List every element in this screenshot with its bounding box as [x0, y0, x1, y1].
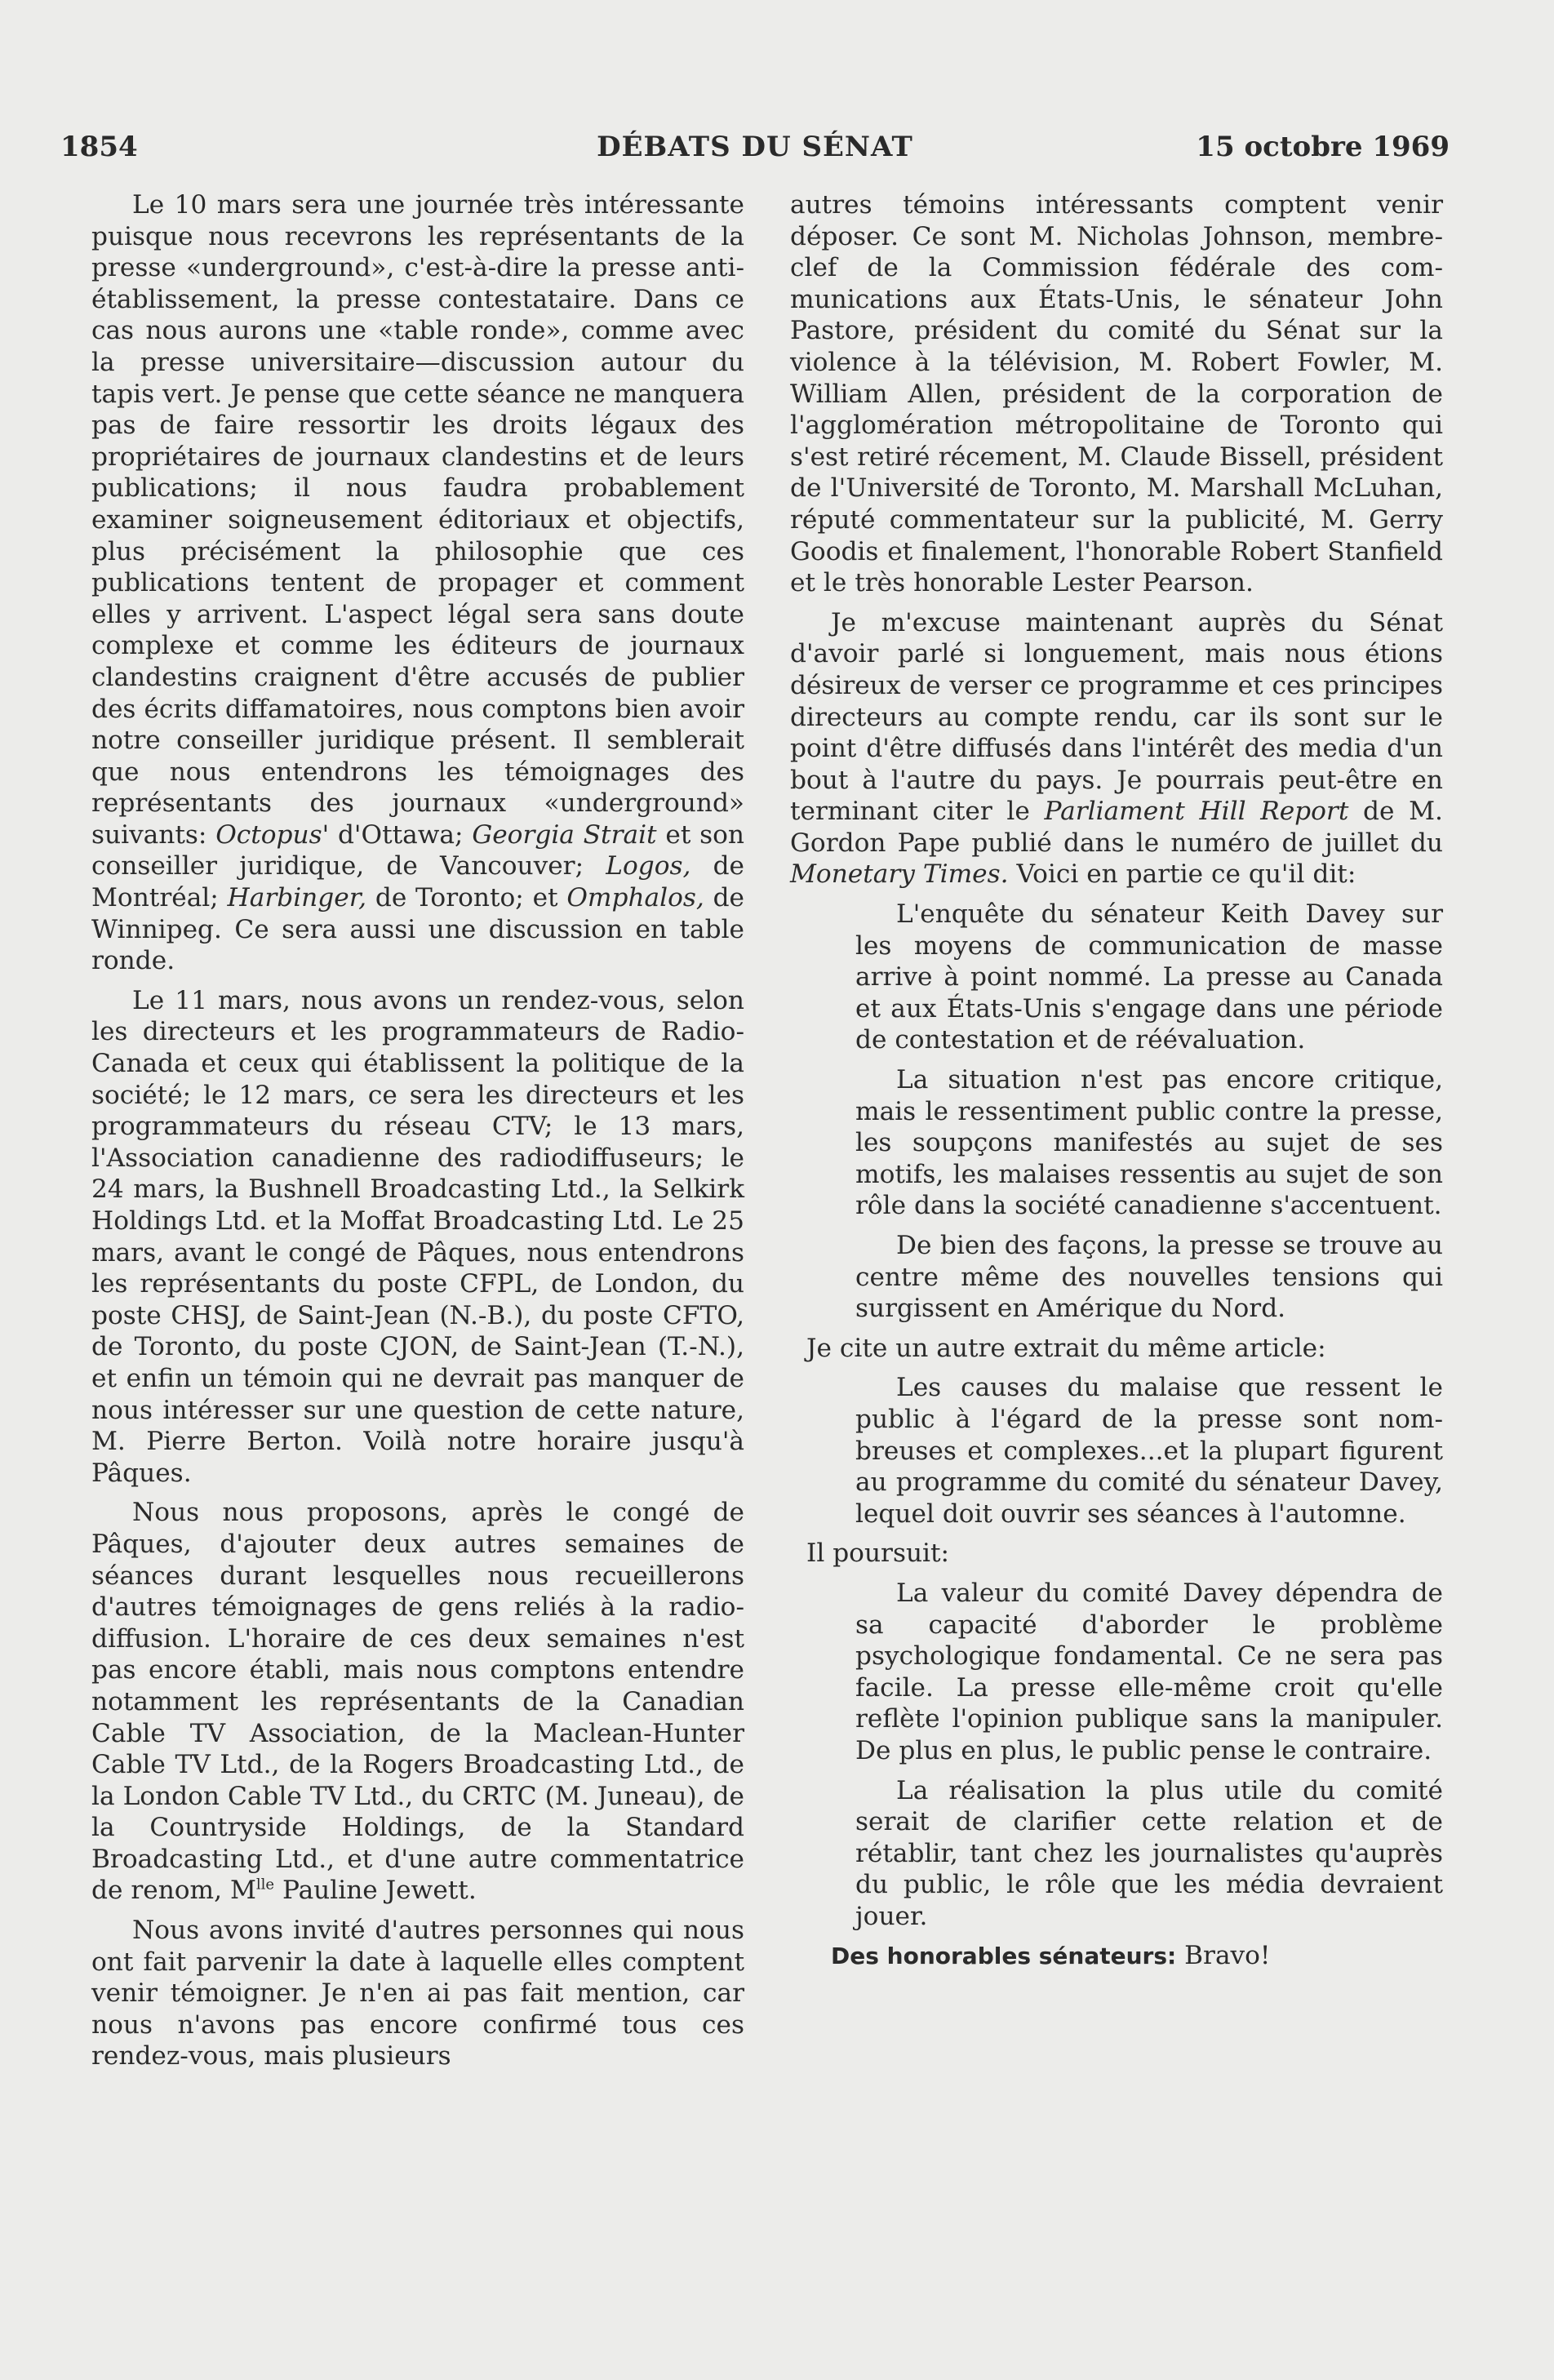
- speaker-label: Des honorables sénateurs:: [831, 1943, 1177, 1970]
- page-title: DÉBATS DU SÉNAT: [597, 131, 913, 163]
- page-number: 1854: [60, 131, 138, 163]
- page-header: [60, 131, 1450, 167]
- quote-paragraph: La réalisation la plus utile du comité serait de clarifier cette relation et de rétablir, tant chez les journalistes qu'auprès du public, le rôle que les média devraient jouer.: [855, 1775, 1443, 1931]
- paragraph: Le 11 mars, nous avons un rendez-vous, selon les directeurs et les programmateurs de Radio-Canada et ceux qui établissent la politique de la société; le 12 mars, ce sera les directeurs et les programmateurs du réseau CTV; le 13 mars, l'Association canadienne des radiodiffuseurs; le 24 mars, la Bushnell Broadcasting Ltd., la Selkirk Holdings Ltd. et la Moffat Broadcasting Ltd. Le 25 mars, avant le congé de Pâques, nous entendrons les représentants du poste CFPL, de London, du poste CHSJ, de Saint-Jean (N.-B.), du poste CFTO, de Toronto, du poste CJON, de Saint-Jean (T.-N.), et enfin un témoin qui ne devrait pas manquer de nous intéresser sur une question de cette nature, M. Pierre Berton. Voilà notre horaire jusqu'à Pâques.: [91, 985, 744, 1488]
- quotation: [855, 1372, 1443, 1530]
- quote-paragraph: La situation n'est pas encore critique, mais le ressentiment public contre la presse, les soupçons manifestés au sujet de ses motifs, les malaises ressentis au sujet de son rôle dans la société canadienne s'accentuent.: [855, 1065, 1443, 1221]
- quote-paragraph: L'enquête du sénateur Keith Davey sur les moyens de communication de masse arrive à point nommé. La presse au Canada et aux États-Unis s'engage dans une période de contestation et de réévaluation.: [855, 899, 1443, 1055]
- right-column: [790, 189, 1443, 1981]
- paragraph: Il poursuit:: [806, 1539, 950, 1569]
- quote-paragraph: Les causes du malaise que ressent le public à l'égard de la presse sont nombreuses et complexes...et la plupart figurent au programme du comité du sénateur Davey, lequel doit ouvrir ses séances à l'automne.: [855, 1373, 1443, 1529]
- paragraph: Nous avons invité d'autres personnes qui nous ont fait parvenir la date à laquelle elles comptent venir témoigner. Je n'en ai pas fait mention, car nous n'avons pas encore confirmé tous ces rendez-vous, mais plusieurs: [91, 1916, 744, 2071]
- quotation: [855, 899, 1443, 1325]
- paragraph: Je m'excuse maintenant auprès du Sénat d'avoir parlé si longuement, mais nous étions désireux de verser ce programme et ces principes directeurs au compte rendu, car ils sont sur le point d'être diffusés dans l'intérêt des media d'un bout à l'autre du pays. Je pourrais peut-être en terminant citer le Parliament Hill Report de M. Gordon Pape publié dans le numéro de juillet du Monetary Times. Voici en partie ce qu'il dit:: [790, 607, 1443, 890]
- paragraph: Le 10 mars sera une journée très intéressante puisque nous recevrons les représentants de la presse «underground», c'est-à-dire la presse anti-établissement, la presse contestataire. Dans ce cas nous aurons une «table ronde», comme avec la presse universitaire—discussion autour du tapis vert. Je pense que cette séance ne manquera pas de faire ressortir les droits légaux des propriétaires de journaux clandestins et de leurs publications; il nous faudra probablement examiner soigneusement éditoriaux et objectifs, plus précisément la philosophie que ces publications tentent de propager et comment elles y arrivent. L'aspect légal sera sans doute complexe et comme les éditeurs de journaux clandestins craignent d'être accusés de publier des écrits diffamatoires, nous comptons bien avoir notre conseiller juridique présent. Il semblerait que nous entendrons les témoignages des représentants des journaux «underground» suivants: Octopus' d'Ottawa; Georgia Strait et son conseiller juridique, de Vancouver; Logos, de Montréal; Harbinger, de Toronto; et Omphalos, de Winnipeg. Ce sera aussi une discussion en table ronde.: [91, 190, 745, 976]
- quotation: [855, 1578, 1443, 1933]
- quote-paragraph: De bien des façons, la presse se trouve au centre même des nouvelles tensions qui surgissent en Amérique du Nord.: [855, 1231, 1443, 1324]
- quote-paragraph: La valeur du comité Davey dépendra de sa capacité d'aborder le problème psychologique fondamental. Ce ne sera pas facile. La presse elle-même croit qu'elle reflète l'opinion publique sans la manipuler. De plus en plus, le public pense le contraire.: [855, 1578, 1443, 1765]
- speaker-response: Bravo!: [1176, 1941, 1271, 1971]
- left-column: [91, 189, 744, 2080]
- paragraph: Je cite un autre extrait du même article:: [806, 1333, 1326, 1363]
- page-date: 15 octobre 1969: [1196, 131, 1450, 163]
- paragraph: autres témoins intéressants comptent venir déposer. Ce sont M. Nicholas Johnson, membre-clef de la Commission fédérale des communications aux États-Unis, le sénateur John Pastore, président du comité du Sénat sur la violence à la télévision, M. Robert Fowler, M. William Allen, président de la corporation de l'agglomération métropolitaine de Toronto qui s'est retiré récement, M. Claude Bissell, président de l'Université de Toronto, M. Marshall McLuhan, réputé commentateur sur la publicité, M. Gerry Goodis et finalement, l'honorable Robert Stanfield et le très honorable Lester Pearson.: [790, 190, 1443, 598]
- closing-line: [790, 1940, 1443, 1973]
- paragraph: Nous nous proposons, après le congé de Pâques, d'ajouter deux autres semaines de séances durant lesquelles nous recueillerons d'autres témoignages de gens reliés à la radiodiffusion. L'horaire de ces deux semaines n'est pas encore établi, mais nous comptons entendre notamment les représentants de la Canadian Cable TV Association, de la Maclean-Hunter Cable TV Ltd., de la Rogers Broadcasting Ltd., de la London Cable TV Ltd., du CRTC (M. Juneau), de la Countryside Holdings, de la Standard Broadcasting Ltd., et d'une autre commentatrice de renom, $M^{lle}$ Pauline Jewett.: [91, 1498, 744, 1906]
